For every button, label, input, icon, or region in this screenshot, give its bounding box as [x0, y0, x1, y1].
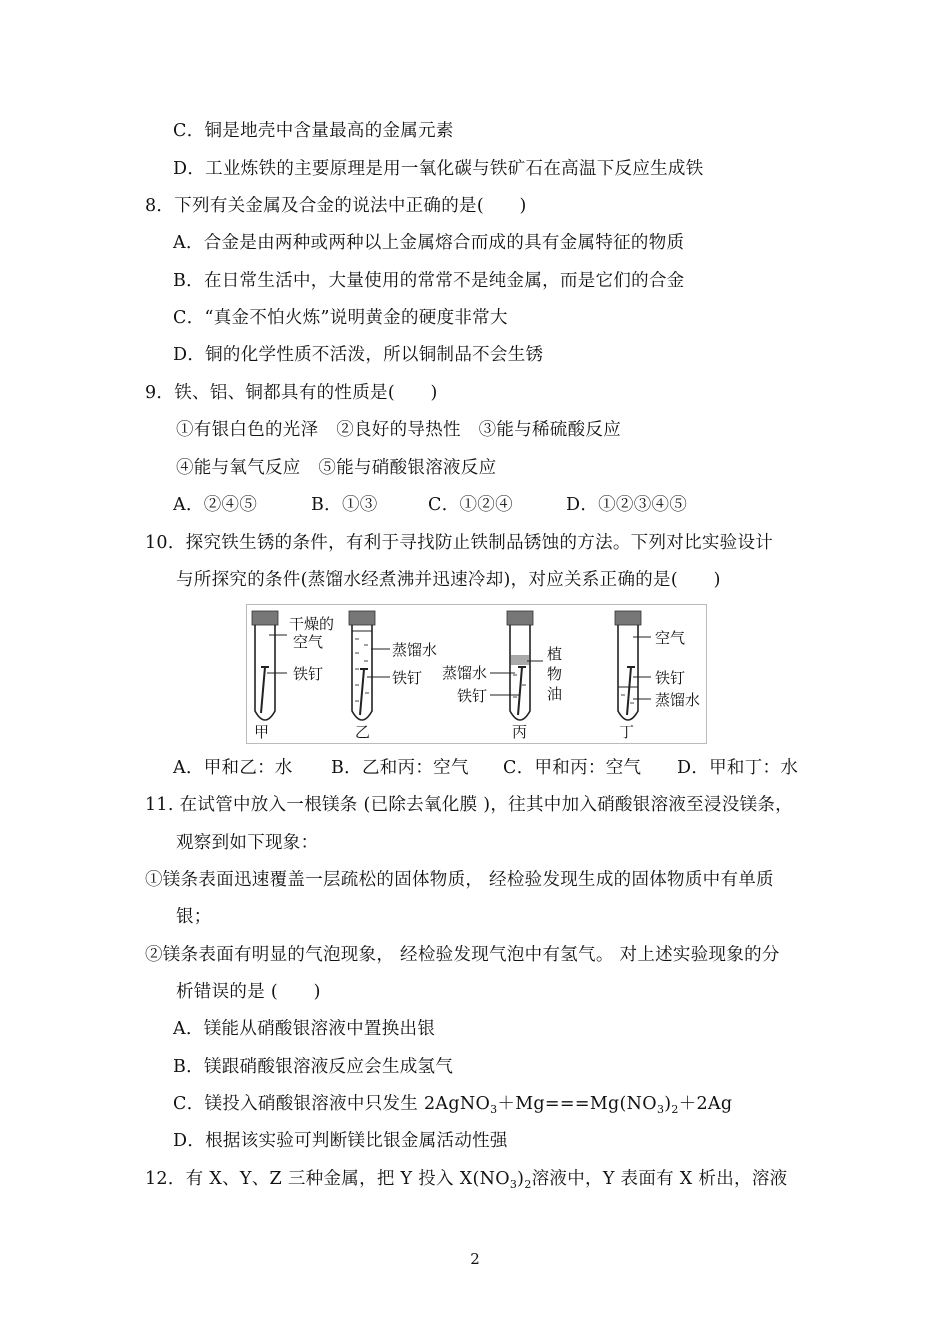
tube-ding [615, 611, 700, 741]
ding-label-nail: 铁钉 [655, 669, 686, 687]
q10-option-b: B．乙和丙：空气 [331, 758, 469, 778]
tube-jia [252, 611, 334, 741]
bing-label-water: 蒸馏水 [442, 664, 488, 682]
tube-bing [442, 611, 562, 741]
q7-option-c: C．铜是地壳中含量最高的金属元素 [173, 121, 454, 141]
q12-stem-end: 溶液中，Y 表面有 X 析出，溶液 [531, 1169, 788, 1189]
q11-option-d: D．根据该实验可判断镁比银金属活动性强 [173, 1131, 508, 1151]
q9-option-b: B．①③ [311, 495, 378, 515]
q9-option-d: D．①②③④⑤ [566, 495, 688, 515]
bing-label-oil: 油 [547, 685, 563, 703]
ding-name: 丁 [619, 723, 635, 741]
q11-observation-2-cont: 析错误的是 ( ) [176, 982, 321, 1002]
q11-option-a: A．镁能从硝酸银溶液中置换出银 [173, 1019, 436, 1039]
q12-stem: 12．有 X、Y、Z 三种金属，把 Y 投入 $X(NO_3)_2$溶液中，Y 表面有 X 析出，溶液 [145, 1169, 788, 1191]
q8-stem: 8．下列有关金属及合金的说法中正确的是( ) [145, 196, 527, 216]
q9-stem: 9．铁、铝、铜都具有的性质是( ) [145, 383, 438, 403]
q10-option-c: C．甲和丙：空气 [503, 758, 642, 778]
jia-label-air: 空气 [293, 633, 324, 651]
yi-label-water: 蒸馏水 [392, 641, 438, 659]
q11-stem-line2: 观察到如下现象： [176, 833, 319, 853]
ding-label-air: 空气 [655, 629, 686, 647]
q9-option-a: A．②④⑤ [173, 495, 258, 515]
q11-option-b: B．镁跟硝酸银溶液反应会生成氢气 [173, 1057, 454, 1077]
bing-name: 丙 [512, 723, 528, 741]
q9-option-c: C．①②④ [428, 495, 513, 515]
q10-option-a: A．甲和乙：水 [173, 758, 293, 778]
yi-name: 乙 [355, 723, 371, 741]
q10-stem-line2: 与所探究的条件(蒸馏水经煮沸并迅速冷却)，对应关系正确的是( ) [176, 570, 721, 590]
q11-option-c-pre: C．镁投入硝酸银溶液中只发生 2AgNO [173, 1094, 491, 1114]
bing-label-plant: 植 [547, 645, 563, 663]
q11-stem-line1: 11. 在试管中放入一根镁条 (已除去氧化膜 )，往其中加入硝酸银溶液至浸没镁条， [145, 795, 793, 815]
q8-option-b: B．在日常生活中，大量使用的常常不是纯金属，而是它们的合金 [173, 271, 685, 291]
q11-option-c-end: ＋2Ag [678, 1094, 733, 1114]
q9-items-line2: ④能与氧气反应 ⑤能与硝酸银溶液反应 [176, 458, 497, 478]
q7-option-d: D．工业炼铁的主要原理是用一氧化碳与铁矿石在高温下反应生成铁 [173, 159, 704, 179]
q10-stem-line1: 10．探究铁生锈的条件，有利于寻找防止铁制品锈蚀的方法。下列对比实验设计 [145, 533, 774, 553]
page-number: 2 [470, 1250, 480, 1268]
q11-option-c-sub2: 3 [656, 1103, 665, 1116]
bing-label-nail: 铁钉 [457, 687, 488, 705]
test-tube-figure [246, 604, 707, 744]
tube-yi [349, 611, 437, 741]
yi-label-nail: 铁钉 [392, 669, 423, 687]
q11-option-c: C．镁投入硝酸银溶液中只发生 $2AgNO_3+Mg===Mg(NO_3)_2+2Ag$ [173, 1094, 733, 1116]
q12-stem-sub2: 2 [524, 1178, 532, 1191]
q11-observation-1: ①镁条表面迅速覆盖一层疏松的固体物质， 经检验发现生成的固体物质中有单质 [145, 870, 774, 890]
q11-observation-1-cont: 银； [176, 907, 212, 927]
jia-label-nail: 铁钉 [293, 665, 324, 683]
q8-option-c: C．“真金不怕火炼”说明黄金的硬度非常大 [173, 308, 508, 328]
q10-option-d: D．甲和丁：水 [677, 758, 799, 778]
q11-observation-2: ②镁条表面有明显的气泡现象， 经检验发现气泡中有氢气。 对上述实验现象的分 [145, 945, 780, 965]
bing-label-matter: 物 [547, 665, 563, 683]
jia-name: 甲 [254, 723, 270, 741]
q11-option-c-sub3: 2 [671, 1103, 679, 1116]
q11-option-c-sub1: 3 [490, 1103, 498, 1116]
q12-stem-pre: 12．有 X、Y、Z 三种金属，把 Y 投入 X(NO [145, 1169, 510, 1189]
jia-label-dry: 干燥的 [289, 615, 335, 633]
q8-option-d: D．铜的化学性质不活泼，所以铜制品不会生锈 [173, 345, 544, 365]
q8-option-a: A．合金是由两种或两种以上金属熔合而成的具有金属特征的物质 [173, 233, 685, 253]
q9-items-line1: ①有银白色的光泽 ②良好的导热性 ③能与稀硫酸反应 [176, 420, 621, 440]
q12-stem-sub1: 3 [509, 1178, 518, 1191]
q11-option-c-mid: ＋Mg===Mg(NO [497, 1094, 657, 1114]
ding-label-water: 蒸馏水 [655, 691, 701, 709]
